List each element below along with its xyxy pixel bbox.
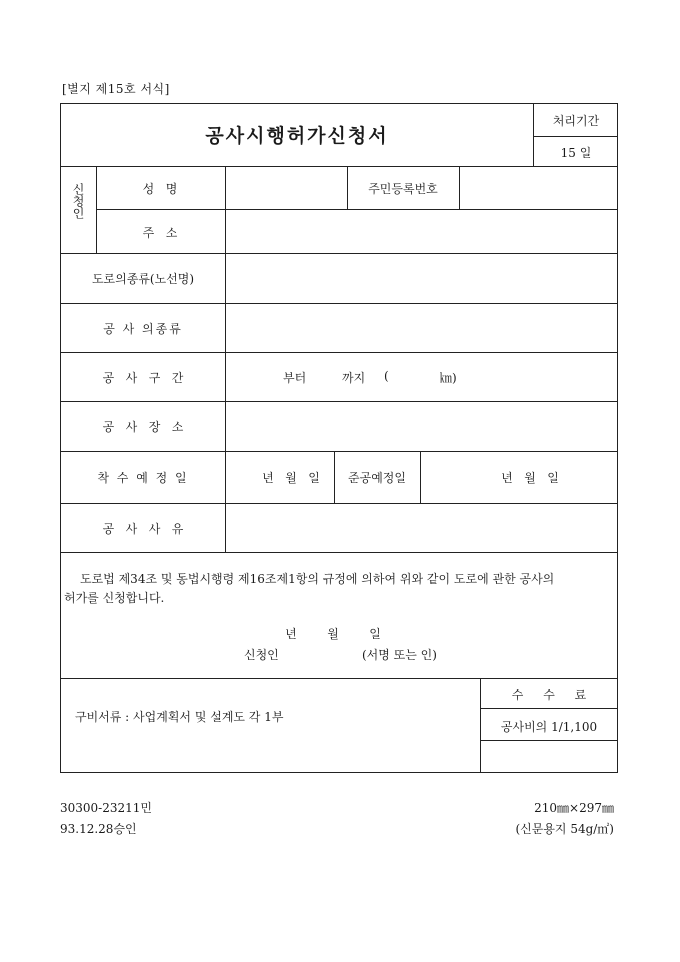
sign-note: (서명 또는 인) <box>362 648 437 662</box>
declaration-date: 년 월 일 <box>285 627 381 641</box>
section-km-unit: ㎞) <box>440 371 457 385</box>
declaration-line-1: 도로법 제34조 및 동법시행령 제16조제1항의 규정에 의하여 위와 같이 도로에 관한 공사의 <box>80 572 555 586</box>
application-form-frame <box>60 103 618 773</box>
start-date-label: 착 수 예 정 일 <box>97 471 189 485</box>
applicant-group-divider <box>96 166 97 253</box>
row-divider <box>60 678 618 679</box>
label-column-divider <box>225 166 226 552</box>
form-number-label: [별지 제15호 서식] <box>62 82 170 96</box>
fee-column-divider <box>480 678 481 773</box>
processing-period-value: 15 일 <box>560 146 592 160</box>
id-label-right-divider <box>459 166 460 209</box>
signer-label: 신청인 <box>244 648 279 662</box>
paper-type: (신문용지 54g/㎡) <box>515 822 614 836</box>
work-reason-label: 공 사 사 유 <box>102 522 184 536</box>
date-divider <box>334 451 335 503</box>
page-title: 공사시행허가신청서 <box>205 125 389 147</box>
row-divider <box>60 352 618 353</box>
road-type-label: 도로의종류(노선명) <box>91 272 195 286</box>
required-documents: 구비서류 : 사업계획서 및 설계도 각 1부 <box>75 710 284 724</box>
start-date-ymd: 년 월 일 <box>262 471 320 485</box>
row-divider <box>60 503 618 504</box>
section-paren-open: ( <box>384 369 389 383</box>
name-label: 성 명 <box>142 182 178 196</box>
work-place-label: 공 사 장 소 <box>102 420 184 434</box>
id-label-left-divider <box>347 166 348 209</box>
row-divider <box>60 253 618 254</box>
work-section-label: 공 사 구 간 <box>102 371 184 385</box>
processing-divider <box>533 136 618 137</box>
row-divider <box>60 552 618 553</box>
completion-date-ymd: 년 월 일 <box>501 471 559 485</box>
address-label: 주 소 <box>142 226 178 240</box>
form-code: 30300-23211민 <box>60 801 152 815</box>
declaration-line-2: 허가를 신청합니다. <box>64 591 165 605</box>
header-divider <box>533 103 534 166</box>
row-divider <box>60 451 618 452</box>
row-divider <box>96 209 618 210</box>
section-to-text: 까지 <box>342 371 366 385</box>
date-divider <box>420 451 421 503</box>
applicant-group-label: 신청인 <box>71 183 85 219</box>
section-from-text: 부터 <box>283 371 307 385</box>
fee-divider <box>480 708 618 709</box>
fee-divider <box>480 740 618 741</box>
row-divider <box>60 401 618 402</box>
fee-value: 공사비의 1/1,100 <box>500 720 598 734</box>
fee-label: 수 수 료 <box>511 688 595 702</box>
completion-date-label: 준공예정일 <box>348 471 406 485</box>
row-divider <box>60 303 618 304</box>
approval-date: 93.12.28승인 <box>60 822 137 836</box>
paper-size: 210㎜×297㎜ <box>534 801 614 815</box>
row-divider <box>60 166 618 167</box>
resident-id-label: 주민등록번호 <box>368 182 438 196</box>
work-type-label: 공 사 의종류 <box>103 322 183 336</box>
processing-period-label: 처리기간 <box>552 114 600 128</box>
